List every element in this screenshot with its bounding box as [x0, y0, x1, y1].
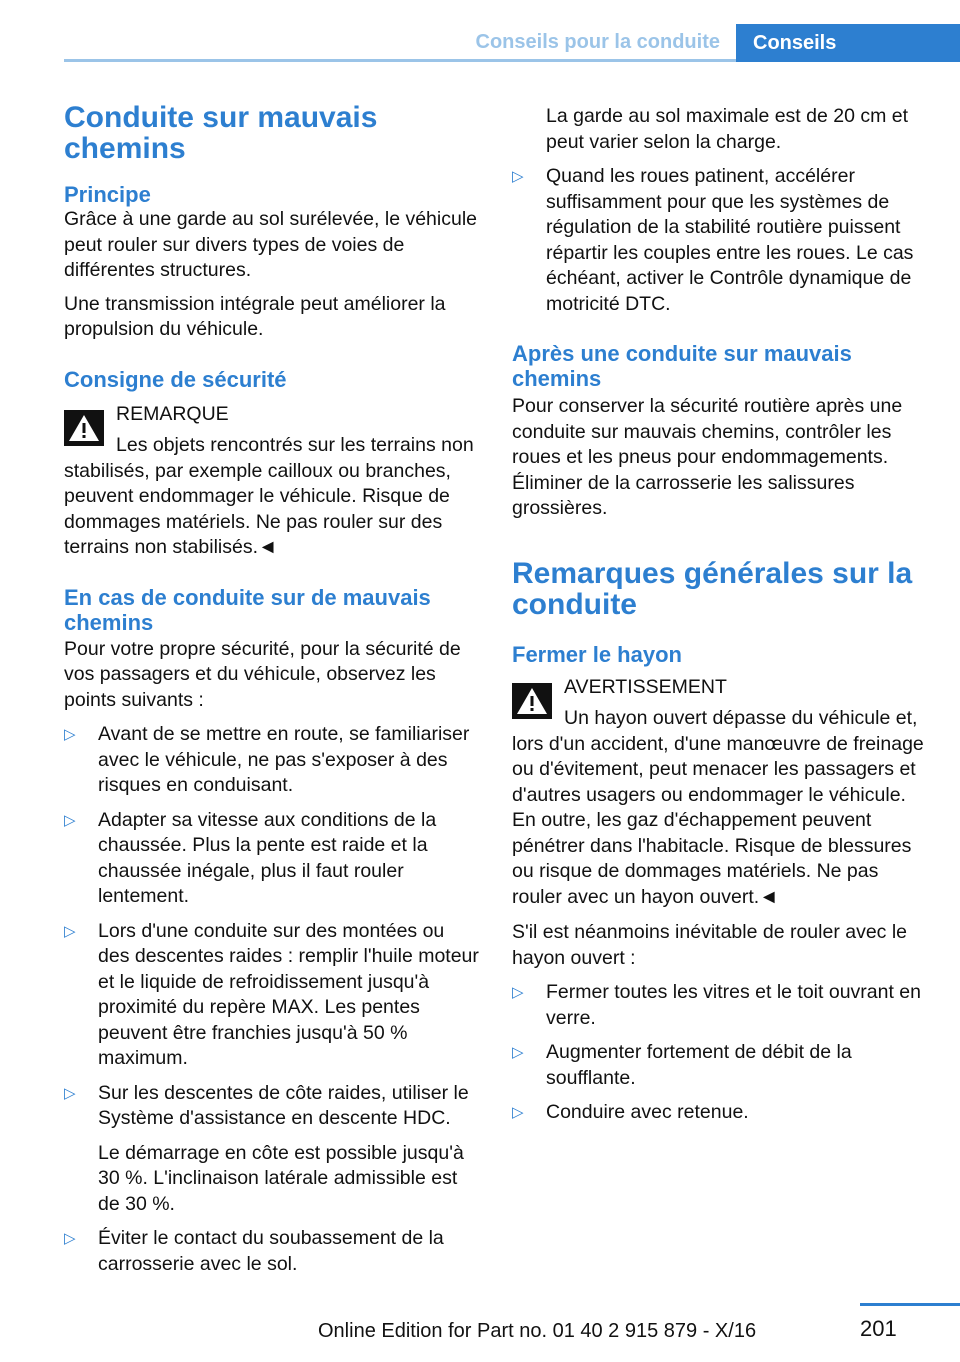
list-item: ▷ Éviter le contact du soubassement de la carrosserie avec le sol. — [64, 1227, 444, 1275]
principe-text-1: Grâce à une garde au sol surélevée, le véhicule peut rouler sur divers types de voies de différentes structures. — [64, 208, 478, 281]
list-item: ▷ Lors d'une conduite sur des montées ou des descentes raides : remplir l'huile moteur et le liquide de refroidissement jusqu'à proximité du repère MAX. Les pentes peuvent être franchies jusqu'à 50 % maximum. — [64, 919, 479, 1069]
hayon-list — [512, 980, 924, 1126]
list-item-subtext: Le démarrage en côte est possible jusqu'à 30 %. L'inclinaison latérale admissible est de 30 %. — [98, 1141, 464, 1215]
hayon-intro: S'il est néanmoins inévitable de rouler avec le hayon ouvert : — [512, 921, 908, 969]
list-item: ▷ Fermer toutes les vitres et le toit ouvrant en verre. — [512, 981, 921, 1029]
heading-apres: Après une conduite sur mauvais chemins — [512, 341, 852, 391]
heading-hayon: Fermer le hayon — [512, 641, 682, 667]
page-title: Conduite sur mauvais chemins — [64, 101, 378, 165]
warning-block — [64, 402, 480, 561]
bullet-icon: ▷ — [64, 811, 76, 829]
en-cas-intro: Pour votre propre sécurité, pour la sécurité de vos passagers et du véhicule, observez les points suivants : — [64, 637, 461, 711]
list-item: ▷ Quand les roues patinent, accélérer suffisamment pour que les systèmes de régulation de la stabilité routière puissent répartir les couples entre les roues. Le cas échéant, activer le Contrôle dynamique de motricité DTC. — [512, 165, 914, 315]
warning-triangle-icon — [512, 683, 552, 719]
principe-text-2: Une transmission intégrale peut améliorer la propulsion du véhicule. — [64, 292, 446, 340]
en-cas-list — [64, 722, 480, 1277]
continued-text: La garde au sol maximale est de 20 cm et peut varier selon la charge. — [546, 105, 909, 153]
bullet-icon: ▷ — [64, 726, 76, 743]
section-title: Remarques générales sur la conduite — [512, 556, 913, 621]
warning-text: Un hayon ouvert dépasse du véhicule et, lors d'un accident, d'une manœuvre de freinage ou d'évitement, peut menacer les passagers et d'autres usagers ou endommager le véhicule. En outre, les gaz d'échappement peuvent pénétrer dans l'habitacle. Risque de blessures ou risque de dommages matériels. Ne pas rouler avec un hayon ouvert.◄ — [512, 707, 924, 908]
bullet-icon: ▷ — [64, 1084, 76, 1102]
footer-edition: Online Edition for Part no. 01 40 2 915 879 - X/16 — [318, 1320, 757, 1342]
list-item: ▷ Adapter sa vitesse aux conditions de la chaussée. Plus la pente est raide et la chaussée inégale, plus il faut rouler lentement. — [64, 808, 437, 907]
right-column — [512, 104, 924, 1126]
warning-title: REMARQUE — [116, 402, 229, 425]
list-item: ▷ Augmenter fortement de débit de la soufflante. — [512, 1041, 852, 1089]
warning-block — [512, 675, 924, 911]
bullet-icon: ▷ — [64, 922, 76, 940]
apres-text: Pour conserver la sécurité routière après une conduite sur mauvais chemins, contrôler les roues et les pneus pour endommagements. Éliminer de la carrosserie les salissures grossières. — [512, 395, 903, 519]
heading-consigne: Consigne de sécurité — [64, 366, 287, 392]
footer-rule — [860, 1303, 960, 1306]
warning-triangle-icon — [64, 410, 104, 446]
continued-list — [512, 164, 924, 317]
heading-en-cas: En cas de conduite sur de mauvais chemins — [64, 584, 431, 635]
list-item: ▷ Sur les descentes de côte raides, utiliser le Système d'assistance en descente HDC. Le démarrage en côte est possible jusqu'à 30 %. L'inclinaison latérale admissible est de 30 %. — [64, 1081, 480, 1218]
left-column — [64, 102, 480, 1277]
header-chapter-tab: Conseils — [736, 24, 960, 62]
bullet-icon: ▷ — [64, 1230, 76, 1247]
warning-text: Les objets rencontrés sur les terrains non stabilisés, par exemple cailloux ou branches, peuvent endommager le véhicule. Risque de dommages matériels. Ne pas rouler sur des terrains non stabilisés.◄ — [64, 434, 474, 558]
warning-title: AVERTISSEMENT — [564, 675, 727, 698]
list-item: ▷ Avant de se mettre en route, se familiariser avec le véhicule, ne pas s'exposer à des risques en conduisant. — [64, 723, 470, 796]
header-section-title: Conseils pour la conduite — [475, 31, 720, 53]
bullet-icon: ▷ — [512, 168, 524, 185]
bullet-icon: ▷ — [512, 984, 524, 1001]
heading-principe: Principe — [64, 182, 151, 207]
page-number: 201 — [860, 1316, 897, 1341]
bullet-icon: ▷ — [512, 1044, 524, 1061]
list-item: ▷ Conduire avec retenue. — [512, 1100, 924, 1126]
bullet-icon: ▷ — [512, 1104, 524, 1121]
